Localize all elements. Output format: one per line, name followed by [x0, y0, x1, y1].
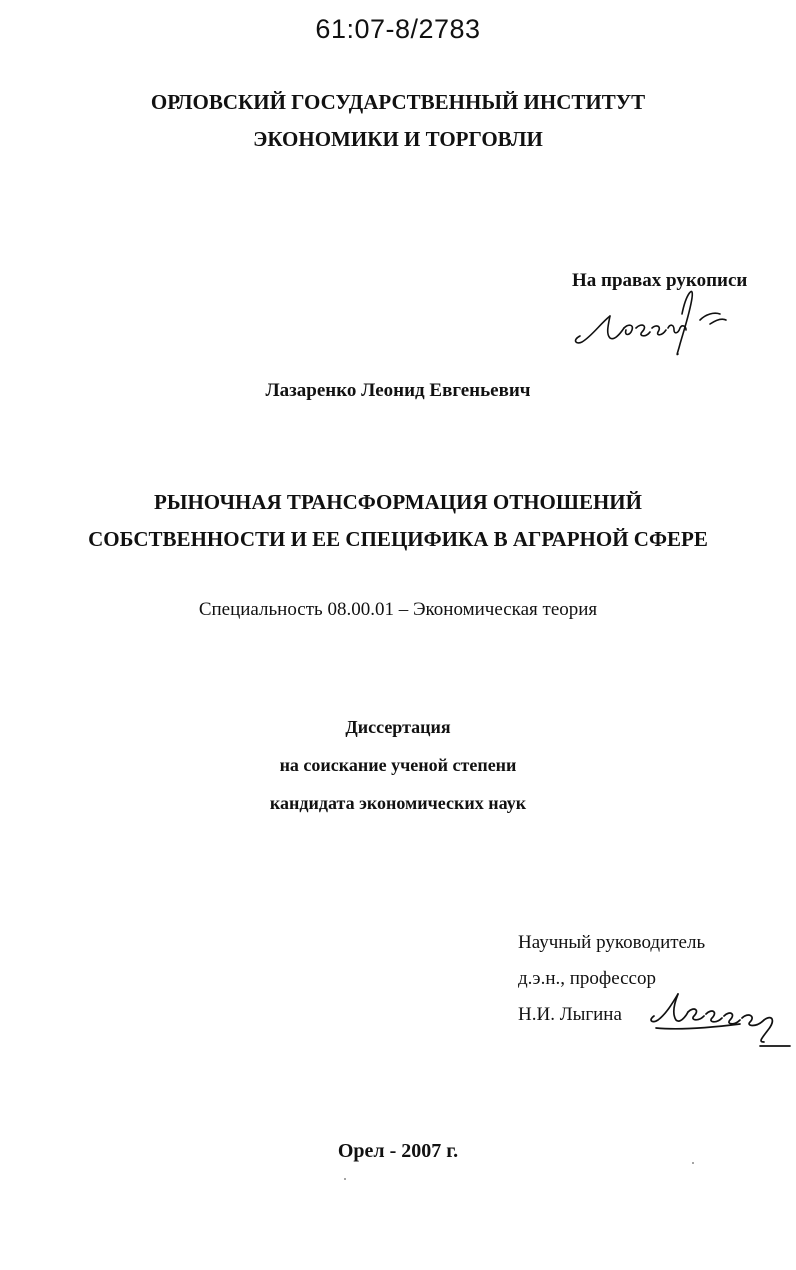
specialty: Специальность 08.00.01 – Экономическая теория — [198, 599, 598, 620]
scan-speck — [344, 1178, 346, 1180]
archive-code: 61:07-8/2783 — [315, 14, 481, 44]
manuscript-note: На правах рукописи — [572, 270, 748, 291]
degree-block — [0, 708, 796, 822]
author-signature — [570, 284, 740, 364]
advisor-signature — [648, 990, 794, 1060]
author-name: Лазаренко Леонид Евгеньевич — [265, 380, 531, 401]
scan-speck — [692, 1162, 694, 1164]
institute-line-2: ЭКОНОМИКИ И ТОРГОВЛИ — [253, 127, 543, 151]
title-line-1: РЫНОЧНАЯ ТРАНСФОРМАЦИЯ ОТНОШЕНИЙ — [154, 490, 642, 514]
institute-line-1: ОРЛОВСКИЙ ГОСУДАРСТВЕННЫЙ ИНСТИТУТ — [150, 90, 646, 114]
advisor-degree: д.э.н., профессор — [518, 968, 656, 989]
title-line-2: СОБСТВЕННОСТИ И ЕЕ СПЕЦИФИКА В АГРАРНОЙ СФЕРЕ — [88, 527, 708, 551]
advisor-role: Научный руководитель — [518, 932, 706, 953]
city-year: Орел - 2007 г. — [337, 1140, 459, 1162]
institute-name — [0, 84, 796, 158]
degree-line-3: кандидата экономических наук — [269, 793, 527, 813]
advisor-name: Н.И. Лыгина — [518, 1004, 622, 1025]
degree-line-1: Диссертация — [345, 717, 451, 737]
degree-line-2: на соискание ученой степени — [279, 755, 517, 775]
dissertation-title — [0, 484, 796, 558]
